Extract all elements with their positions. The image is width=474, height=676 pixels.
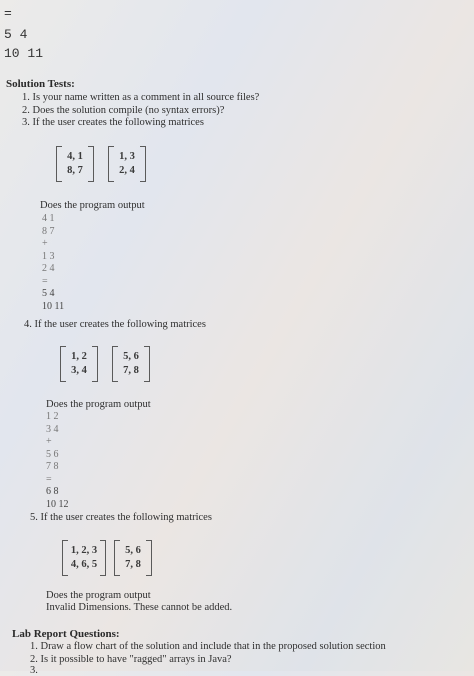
test5-matrix-b <box>114 540 152 576</box>
output-line: 6 8 <box>46 486 59 497</box>
matrix-row: 8, 7 <box>67 165 83 176</box>
matrix-row: 5, 6 <box>123 351 139 362</box>
output-line: 5 6 <box>46 448 59 460</box>
matrix-row: 7, 8 <box>123 365 139 376</box>
solution-tests-heading: Solution Tests: <box>6 78 75 90</box>
output-line: 7 8 <box>46 461 59 472</box>
test3-matrix-a <box>56 146 94 182</box>
test-item-1: 1. Is your name written as a comment in all source files? <box>22 92 260 103</box>
test5-prompt: Does the program output <box>46 590 151 601</box>
output-line: 10 12 <box>46 498 69 510</box>
output-line: 10 11 <box>42 300 65 312</box>
matrix-row: 3, 4 <box>71 365 87 376</box>
code-equals: = <box>4 6 12 21</box>
output-line: 4 1 <box>42 213 55 224</box>
lab-question-3: 3. <box>30 665 38 676</box>
test5-result: Invalid Dimensions. These cannot be added. <box>46 602 233 613</box>
matrix-row: 2, 4 <box>119 165 135 176</box>
output-line: + <box>46 436 52 447</box>
test-item-2: 2. Does the solution compile (no syntax errors)? <box>22 105 225 116</box>
output-line: 2 4 <box>42 263 55 274</box>
output-line: 1 2 <box>46 411 59 422</box>
code-line-sum-row1: 5 4 <box>4 27 28 42</box>
test-item-3: 3. If the user creates the following matrices <box>22 117 204 128</box>
test3-prompt: Does the program output <box>40 200 145 211</box>
matrix-row: 4, 1 <box>67 151 83 162</box>
test3-matrix-b <box>108 146 146 182</box>
matrix-row: 5, 6 <box>125 545 141 556</box>
matrix-row: 1, 2, 3 <box>70 545 98 556</box>
output-line: 1 3 <box>42 250 55 262</box>
code-line-sum-row2: 10 11 <box>4 46 44 61</box>
test4-prompt: Does the program output <box>46 399 151 410</box>
output-line: 5 4 <box>42 288 55 299</box>
matrix-row: 1, 2 <box>71 351 87 362</box>
matrix-row: 1, 3 <box>119 151 135 162</box>
output-line: 8 7 <box>42 225 55 237</box>
matrix-row: 4, 6, 5 <box>70 559 98 570</box>
test5-matrix-a <box>62 540 106 576</box>
test4-matrix-b <box>112 346 150 382</box>
lab-question-2: 2. Is it possible to have "ragged" arrays in Java? <box>30 654 232 665</box>
output-line: = <box>42 275 48 287</box>
output-line: = <box>46 473 52 485</box>
matrix-row: 7, 8 <box>125 559 141 570</box>
test3-output <box>42 213 64 313</box>
output-line: + <box>42 238 48 249</box>
lab-question-1: 1. Draw a flow chart of the solution and include that in the proposed solution section <box>30 641 386 652</box>
test-item-4: 4. If the user creates the following matrices <box>24 319 206 330</box>
test4-matrix-a <box>60 346 98 382</box>
output-line: 3 4 <box>46 423 59 435</box>
lab-report-heading: Lab Report Questions: <box>12 628 120 640</box>
test-item-5: 5. If the user creates the following matrices <box>30 512 212 523</box>
test4-output <box>46 411 69 511</box>
